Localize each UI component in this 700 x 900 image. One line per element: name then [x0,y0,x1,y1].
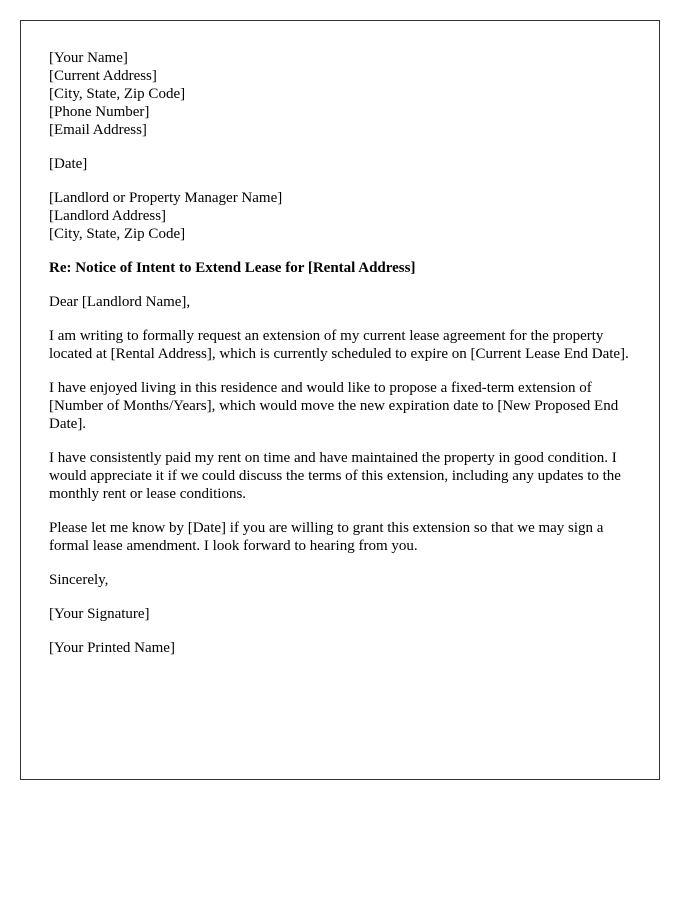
sender-address: [Current Address] [49,68,157,84]
salutation: Dear [Landlord Name], [49,294,191,310]
recipient-block [49,189,639,243]
letter-page [20,20,660,780]
signature-line: [Your Signature] [49,606,150,622]
sender-phone: [Phone Number] [49,104,150,120]
sender-block [49,49,639,139]
recipient-name: [Landlord or Property Manager Name] [49,190,283,206]
body-paragraph-2: I have enjoyed living in this residence and would like to propose a fixed-term extension of [Number of Months/Years], which would move the new expiration date to [New Proposed End Date]. [49,380,619,432]
letter-content [49,49,639,673]
body-paragraph-4: Please let me know by [Date] if you are willing to grant this extension so that we may sign a formal lease amendment. I look forward to hearing from you. [49,520,604,554]
sender-email: [Email Address] [49,122,147,138]
printed-name-line: [Your Printed Name] [49,640,175,656]
sender-name: [Your Name] [49,50,128,66]
body-paragraph-3: I have consistently paid my rent on time and have maintained the property in good condition. I would appreciate it if we could discuss the terms of this extension, including any updates to the monthly rent or lease conditions. [49,450,621,502]
recipient-city-state-zip: [City, State, Zip Code] [49,226,186,242]
recipient-address: [Landlord Address] [49,208,167,224]
body-paragraph-1: I am writing to formally request an extension of my current lease agreement for the property located at [Rental Address], which is currently scheduled to expire on [Current Lease End Date]. [49,328,629,362]
date-block [49,155,639,173]
subject-line: Re: Notice of Intent to Extend Lease for [Rental Address] [49,260,416,276]
sender-city-state-zip: [City, State, Zip Code] [49,86,186,102]
letter-date: [Date] [49,156,88,172]
closing: Sincerely, [49,572,109,588]
